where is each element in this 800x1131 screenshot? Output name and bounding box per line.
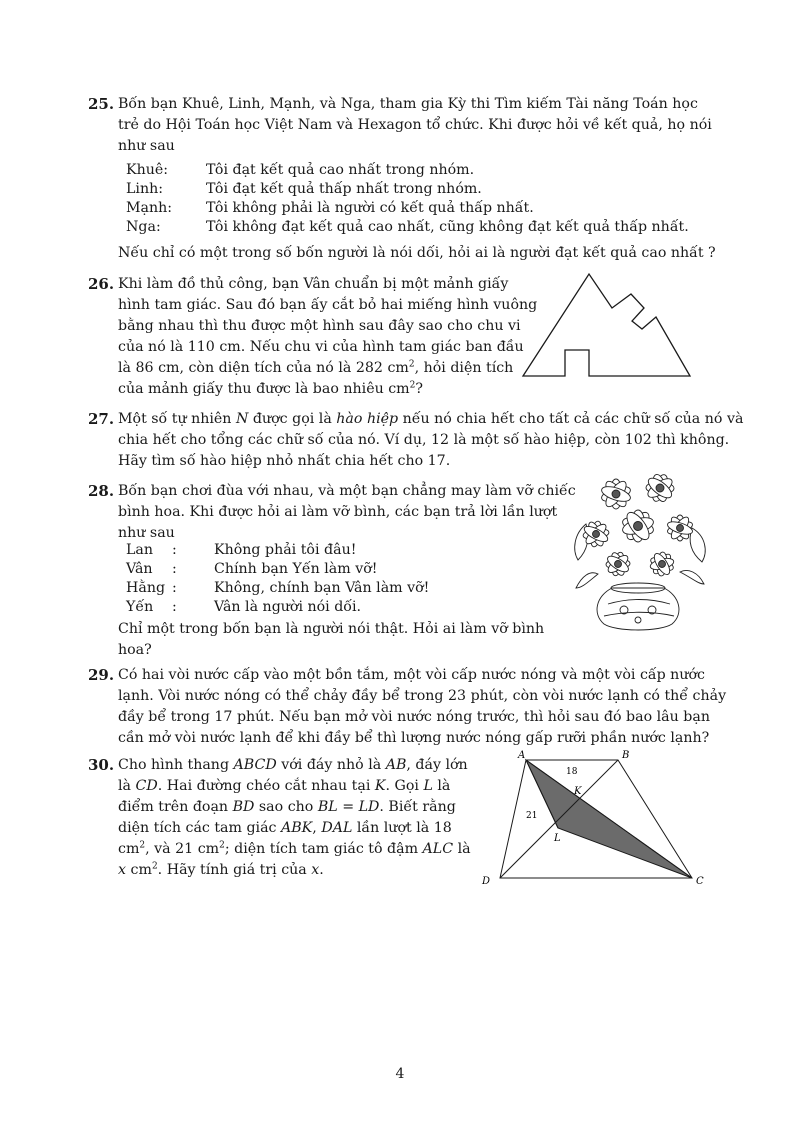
statement-row xyxy=(126,199,689,218)
statement-text: Vân là người nói dối. xyxy=(214,599,362,615)
problem-number: 25. xyxy=(88,95,115,113)
colon: : xyxy=(172,561,177,577)
text-part: AB xyxy=(385,757,407,773)
text-part: . xyxy=(319,862,324,878)
statement-list xyxy=(126,161,689,237)
text-part: . Hãy tính giá trị của xyxy=(157,862,312,878)
text-part: 2 xyxy=(219,840,225,851)
problem-text: của nó là 110 cm. Nếu chu vi của hình tam giác ban đầu xyxy=(118,339,524,355)
text-part: ALC xyxy=(422,841,454,857)
statement-text: Không phải tôi đâu! xyxy=(214,542,357,558)
text-part: . Hai đường chéo cắt nhau tại xyxy=(157,778,375,794)
text-part: , đáy lớn xyxy=(406,757,468,773)
superscript: 2 xyxy=(408,359,415,370)
problem-text xyxy=(118,860,478,881)
cut-paper-shape xyxy=(523,274,690,376)
problem-text xyxy=(118,797,478,818)
speaker-name: Vân xyxy=(126,561,153,577)
problem-number: 27. xyxy=(88,410,115,428)
problem-text xyxy=(118,839,478,860)
statement-text: Tôi không phải là người có kết quả thấp nhất. xyxy=(206,200,534,216)
statement-list xyxy=(126,541,429,617)
text-part: LD xyxy=(358,799,380,815)
text-part: L xyxy=(423,778,433,794)
problem-text xyxy=(118,358,528,379)
problem-text xyxy=(118,776,478,797)
text-part: . Gọi xyxy=(385,778,424,794)
text-part: x xyxy=(118,862,127,878)
statement-row xyxy=(126,218,689,237)
vase-pattern xyxy=(604,600,674,617)
text-part: BL xyxy=(317,799,338,815)
problem-text xyxy=(118,409,744,430)
text-part: được gọi là xyxy=(248,411,337,427)
flower xyxy=(621,509,656,543)
vertex-label-c: C xyxy=(696,876,704,887)
problem-text: như sau xyxy=(118,138,175,154)
speaker-name: Yến xyxy=(126,599,154,615)
problem-text: đầy bể trong 17 phút. Nếu bạn mở vòi nước nóng trước, thì hỏi sau đó bao lâu bạn xyxy=(118,709,710,725)
text-part: Cho hình thang xyxy=(118,757,234,773)
statement-row xyxy=(126,161,689,180)
statement-text: Không, chính bạn Vân làm vỡ! xyxy=(214,580,430,596)
variable-n: N xyxy=(235,411,249,427)
leaf xyxy=(690,528,705,562)
problem-text xyxy=(118,379,528,400)
statement-row xyxy=(126,598,429,617)
problem-text: Khi làm đồ thủ công, bạn Vân chuẩn bị một mảnh giấy xyxy=(118,276,509,292)
speaker-name: Nga: xyxy=(126,219,161,235)
problem-text: hình tam giác. Sau đó bạn ấy cắt bỏ hai miếng hình vuông xyxy=(118,297,538,313)
text-part: ABCD xyxy=(233,757,277,773)
text-part: ; diện tích tam giác tô đậm xyxy=(224,841,423,857)
problem-text: Bốn bạn Khuê, Linh, Mạnh, và Nga, tham gia Kỳ thi Tìm kiếm Tài năng Toán học xyxy=(118,96,698,112)
speaker-name: Khuê: xyxy=(126,162,169,178)
problem-text xyxy=(118,755,478,776)
text-part: của mảnh giấy thu được là bao nhiêu cm xyxy=(118,381,410,397)
area-label-dal: 21 xyxy=(526,811,538,821)
problem-text: Chỉ một trong bốn bạn là người nói thật. Hỏi ai làm vỡ bình xyxy=(118,621,545,637)
text-part: BD xyxy=(232,799,255,815)
text-part: , hỏi diện tích xyxy=(414,360,514,376)
leaf xyxy=(576,573,598,588)
text-part: CD xyxy=(135,778,158,794)
statement-text: Tôi không đạt kết quả cao nhất, cũng không đạt kết quả thấp nhất. xyxy=(206,219,689,235)
colon: : xyxy=(172,599,177,615)
problem-text: bình hoa. Khi được hỏi ai làm vỡ bình, các bạn trả lời lần lượt xyxy=(118,504,558,520)
problem-number: 29. xyxy=(88,666,115,684)
speaker-name: Linh: xyxy=(126,181,164,197)
flower-vase-illustration xyxy=(568,464,710,634)
text-part: ? xyxy=(415,381,423,397)
text-part: Một số tự nhiên xyxy=(118,411,236,427)
leaf xyxy=(680,571,704,585)
statement-row xyxy=(126,560,429,579)
vertex-label-b: B xyxy=(622,750,630,761)
problem-text: Bốn bạn chơi đùa với nhau, và một bạn chẳng may làm vỡ chiếc xyxy=(118,483,576,499)
problem-text: Hãy tìm số hào hiệp nhỏ nhất chia hết cho 17. xyxy=(118,453,451,469)
problem-text: chia hết cho tổng các chữ số của nó. Ví dụ, 12 là một số hào hiệp, còn 102 thì không. xyxy=(118,432,730,448)
text-part: là xyxy=(453,841,471,857)
text-part: với đáy nhỏ là xyxy=(276,757,386,773)
vertex-label-d: D xyxy=(482,876,491,887)
text-part: x xyxy=(311,862,320,878)
text-part: = xyxy=(337,799,359,815)
statement-row xyxy=(126,180,689,199)
area-label-abk: 18 xyxy=(566,767,578,777)
statement-row xyxy=(126,579,429,598)
vase-body xyxy=(597,588,679,630)
point-label-k: K xyxy=(574,786,582,797)
text-part: cm xyxy=(126,862,152,878)
text-part: ABK xyxy=(281,820,313,836)
speaker-name: Lan xyxy=(126,542,154,558)
flower xyxy=(600,478,632,509)
text-part: lần lượt là 18 xyxy=(352,820,452,836)
statement-row xyxy=(126,541,429,560)
flower xyxy=(649,551,675,577)
text-part: 2 xyxy=(139,840,146,851)
colon: : xyxy=(172,542,177,558)
problem-text: lạnh. Vòi nước nóng có thể chảy đầy bể trong 23 phút, còn vòi nước lạnh có thể chảy xyxy=(118,688,727,704)
vertex-label-a: A xyxy=(518,750,526,761)
statement-text: Tôi đạt kết quả thấp nhất trong nhóm. xyxy=(206,181,482,197)
statement-text: Chính bạn Yến làm vỡ! xyxy=(214,561,378,577)
problem-number: 26. xyxy=(88,275,115,293)
problem-text: cần mở vòi nước lạnh để khi đầy bể thì lượng nước nóng gấp rưỡi phần nước lạnh? xyxy=(118,730,710,746)
trapezoid-figure xyxy=(474,744,714,890)
text-part: cm xyxy=(118,841,140,857)
text-part: sao cho xyxy=(254,799,318,815)
page-number: 4 xyxy=(395,1066,405,1082)
problem-number: 28. xyxy=(88,482,115,500)
colon: : xyxy=(172,580,177,596)
problem-text: Có hai vòi nước cấp vào một bồn tắm, một vòi cấp nước nóng và một vòi cấp nước xyxy=(118,667,705,683)
problem-text: bằng nhau thì thu được một hình sau đây sao cho chu vi xyxy=(118,318,521,334)
text-part: 2 xyxy=(151,861,158,872)
text-part: diện tích các tam giác xyxy=(118,820,282,836)
text-part: là xyxy=(118,778,136,794)
superscript: 2 xyxy=(409,380,416,391)
statement-text: Tôi đạt kết quả cao nhất trong nhóm. xyxy=(206,162,475,178)
problem-text: trẻ do Hội Toán học Việt Nam và Hexagon tổ chức. Khi được hỏi về kết quả, họ nói xyxy=(118,117,712,133)
flower xyxy=(605,551,631,577)
text-part: K xyxy=(374,778,386,794)
speaker-name: Mạnh: xyxy=(126,200,173,216)
text-part: , và 21 cm xyxy=(145,841,220,857)
speaker-name: Hằng xyxy=(126,580,166,596)
text-part: là 86 cm, còn diện tích của nó là 282 cm xyxy=(118,360,409,376)
defined-term: hào hiệp xyxy=(336,411,399,427)
diagonal-ac xyxy=(526,760,692,878)
flower xyxy=(645,473,675,503)
cut-triangle-figure xyxy=(520,272,692,380)
point-label-l: L xyxy=(554,833,561,844)
text-part: , xyxy=(312,820,322,836)
text-part: điểm trên đoạn xyxy=(118,799,233,815)
problem-question: Nếu chỉ có một trong số bốn người là nói dối, hỏi ai là người đạt kết quả cao nhất ? xyxy=(118,245,716,261)
problem-text xyxy=(118,818,478,839)
text-part: nếu nó chia hết cho tất cả các chữ số của nó và xyxy=(398,411,744,427)
text-part: DAL xyxy=(321,820,353,836)
problem-text: như sau xyxy=(118,525,175,541)
problem-text: hoa? xyxy=(118,642,152,658)
text-part: . Biết rằng xyxy=(379,799,456,815)
problem-number: 30. xyxy=(88,756,115,774)
text-part: là xyxy=(432,778,451,794)
